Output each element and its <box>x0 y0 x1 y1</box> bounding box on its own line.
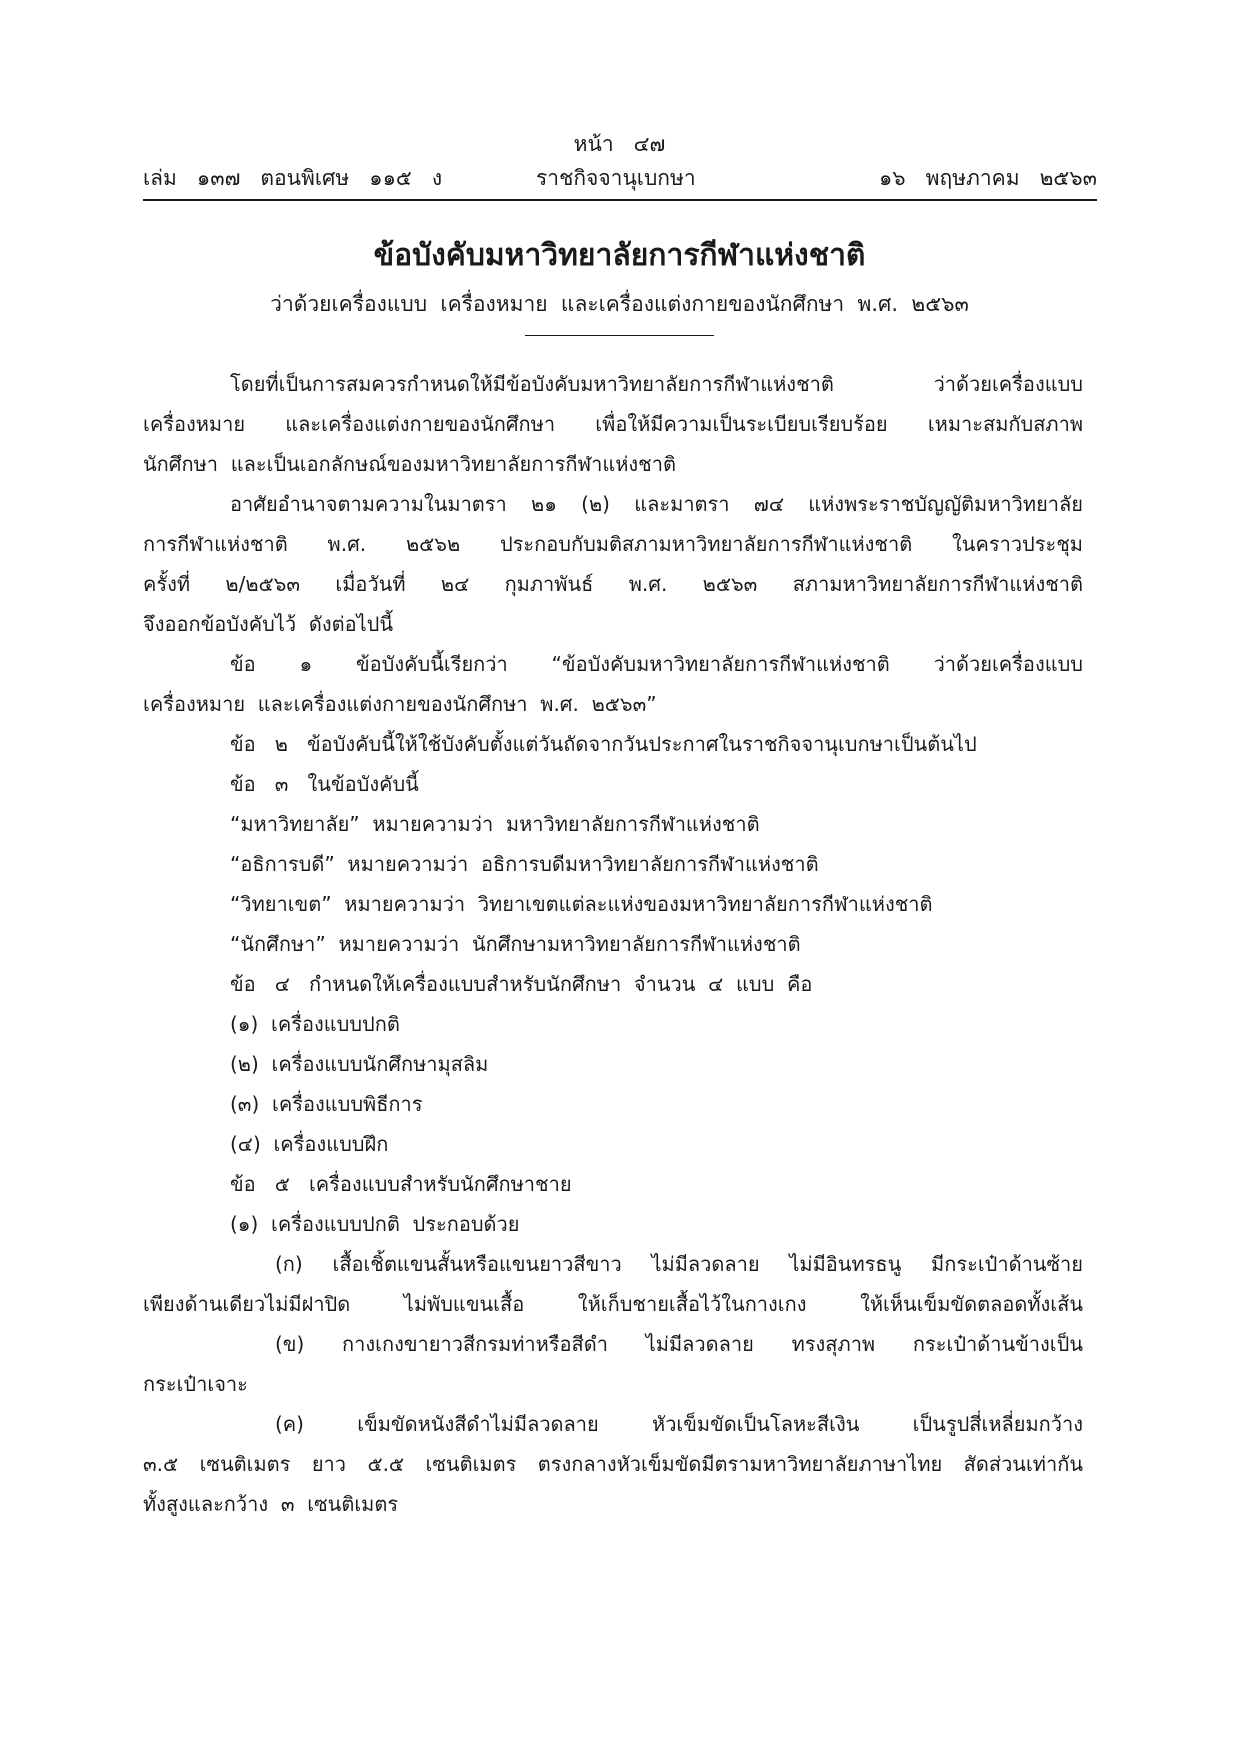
body-line: ๓.๕ เซนติเมตร ยาว ๕.๕ เซนติเมตร ตรงกลางหัวเข็มขัดมีตรามหาวิทยาลัยภาษาไทย สัดส่วนเท่ากัน <box>143 1452 1083 1476</box>
document-subtitle: ว่าด้วยเครื่องแบบ เครื่องหมาย และเครื่องแต่งกายของนักศึกษา พ.ศ. ๒๕๖๓ <box>270 292 969 316</box>
body-line: เครื่องหมาย และเครื่องแต่งกายของนักศึกษา พ.ศ. ๒๕๖๓” <box>143 692 657 716</box>
sub-item-line: (ก) เสื้อเชิ้ตแขนสั้นหรือแขนยาวสีขาว ไม่มีลวดลาย ไม่มีอินทรธนู มีกระเป๋าด้านซ้าย <box>275 1252 1083 1276</box>
list-item: (๑) เครื่องแบบปกติ <box>230 1012 400 1036</box>
body-line: ข้อ ๓ ในข้อบังคับนี้ <box>230 772 419 796</box>
body-line: ข้อ ๒ ข้อบังคับนี้ให้ใช้บังคับตั้งแต่วันถัดจากวันประกาศในราชกิจจานุเบกษาเป็นต้นไป <box>230 732 977 756</box>
document-title: ข้อบังคับมหาวิทยาลัยการกีฬาแห่งชาติ <box>373 238 866 273</box>
body-line: โดยที่เป็นการสมควรกำหนดให้มีข้อบังคับมหาวิทยาลัยการกีฬาแห่งชาติ ว่าด้วยเครื่องแบบ <box>230 372 1083 396</box>
body-line: ข้อ ๔ กำหนดให้เครื่องแบบสำหรับนักศึกษา จำนวน ๔ แบบ คือ <box>230 972 813 996</box>
body-line: ข้อ ๕ เครื่องแบบสำหรับนักศึกษาชาย <box>230 1172 572 1196</box>
volume-info: เล่ม ๑๓๗ ตอนพิเศษ ๑๑๕ ง <box>143 166 443 190</box>
sub-item-line: (ค) เข็มขัดหนังสีดำไม่มีลวดลาย หัวเข็มขัดเป็นโลหะสีเงิน เป็นรูปสี่เหลี่ยมกว้าง <box>275 1412 1083 1436</box>
header-rule <box>143 199 1097 201</box>
document-body <box>143 364 1083 1524</box>
body-line: ทั้งสูงและกว้าง ๓ เซนติเมตร <box>143 1492 399 1516</box>
definition-line: “อธิการบดี” หมายความว่า อธิการบดีมหาวิทยาลัยการกีฬาแห่งชาติ <box>230 852 819 876</box>
body-line: เครื่องหมาย และเครื่องแต่งกายของนักศึกษา เพื่อให้มีความเป็นระเบียบเรียบร้อย เหมาะสมกับสภาพ <box>143 412 1083 436</box>
page-number: หน้า ๔๗ <box>573 132 666 156</box>
list-item: (๒) เครื่องแบบนักศึกษามุสลิม <box>230 1052 489 1076</box>
list-item: (๑) เครื่องแบบปกติ ประกอบด้วย <box>230 1212 520 1236</box>
publication-date: ๑๖ พฤษภาคม ๒๕๖๓ <box>878 166 1097 190</box>
gazette-header <box>143 162 1097 196</box>
body-line: ครั้งที่ ๒/๒๕๖๓ เมื่อวันที่ ๒๔ กุมภาพันธ์ พ.ศ. ๒๕๖๓ สภามหาวิทยาลัยการกีฬาแห่งชาติ <box>143 572 1084 596</box>
body-line: การกีฬาแห่งชาติ พ.ศ. ๒๕๖๒ ประกอบกับมติสภามหาวิทยาลัยการกีฬาแห่งชาติ ในคราวประชุม <box>143 532 1083 556</box>
title-divider <box>525 335 714 336</box>
definition-line: “วิทยาเขต” หมายความว่า วิทยาเขตแต่ละแห่งของมหาวิทยาลัยการกีฬาแห่งชาติ <box>230 892 933 916</box>
list-item: (๓) เครื่องแบบพิธีการ <box>230 1092 423 1116</box>
body-line: นักศึกษา และเป็นเอกลักษณ์ของมหาวิทยาลัยการกีฬาแห่งชาติ <box>143 452 676 476</box>
definition-line: “นักศึกษา” หมายความว่า นักศึกษามหาวิทยาลัยการกีฬาแห่งชาติ <box>230 932 801 956</box>
body-line: จึงออกข้อบังคับไว้ ดังต่อไปนี้ <box>143 612 394 636</box>
body-line: เพียงด้านเดียวไม่มีฝาปิด ไม่พับแขนเสื้อ ให้เก็บชายเสื้อไว้ในกางเกง ให้เห็นเข็มขัดตลอดทั้งเส้น <box>143 1292 1083 1316</box>
sub-item-line: (ข) กางเกงขายาวสีกรมท่าหรือสีดำ ไม่มีลวดลาย ทรงสุภาพ กระเป๋าด้านข้างเป็น <box>275 1332 1083 1356</box>
list-item: (๔) เครื่องแบบฝึก <box>230 1132 389 1156</box>
body-line: ข้อ ๑ ข้อบังคับนี้เรียกว่า “ข้อบังคับมหาวิทยาลัยการกีฬาแห่งชาติ ว่าด้วยเครื่องแบบ <box>230 652 1083 676</box>
definition-line: “มหาวิทยาลัย” หมายความว่า มหาวิทยาลัยการกีฬาแห่งชาติ <box>230 812 760 836</box>
body-line: กระเป๋าเจาะ <box>143 1372 248 1396</box>
publication-name: ราชกิจจานุเบกษา <box>536 166 696 190</box>
body-line: อาศัยอำนาจตามความในมาตรา ๒๑ (๒) และมาตรา ๗๔ แห่งพระราชบัญญัติมหาวิทยาลัย <box>230 492 1083 516</box>
